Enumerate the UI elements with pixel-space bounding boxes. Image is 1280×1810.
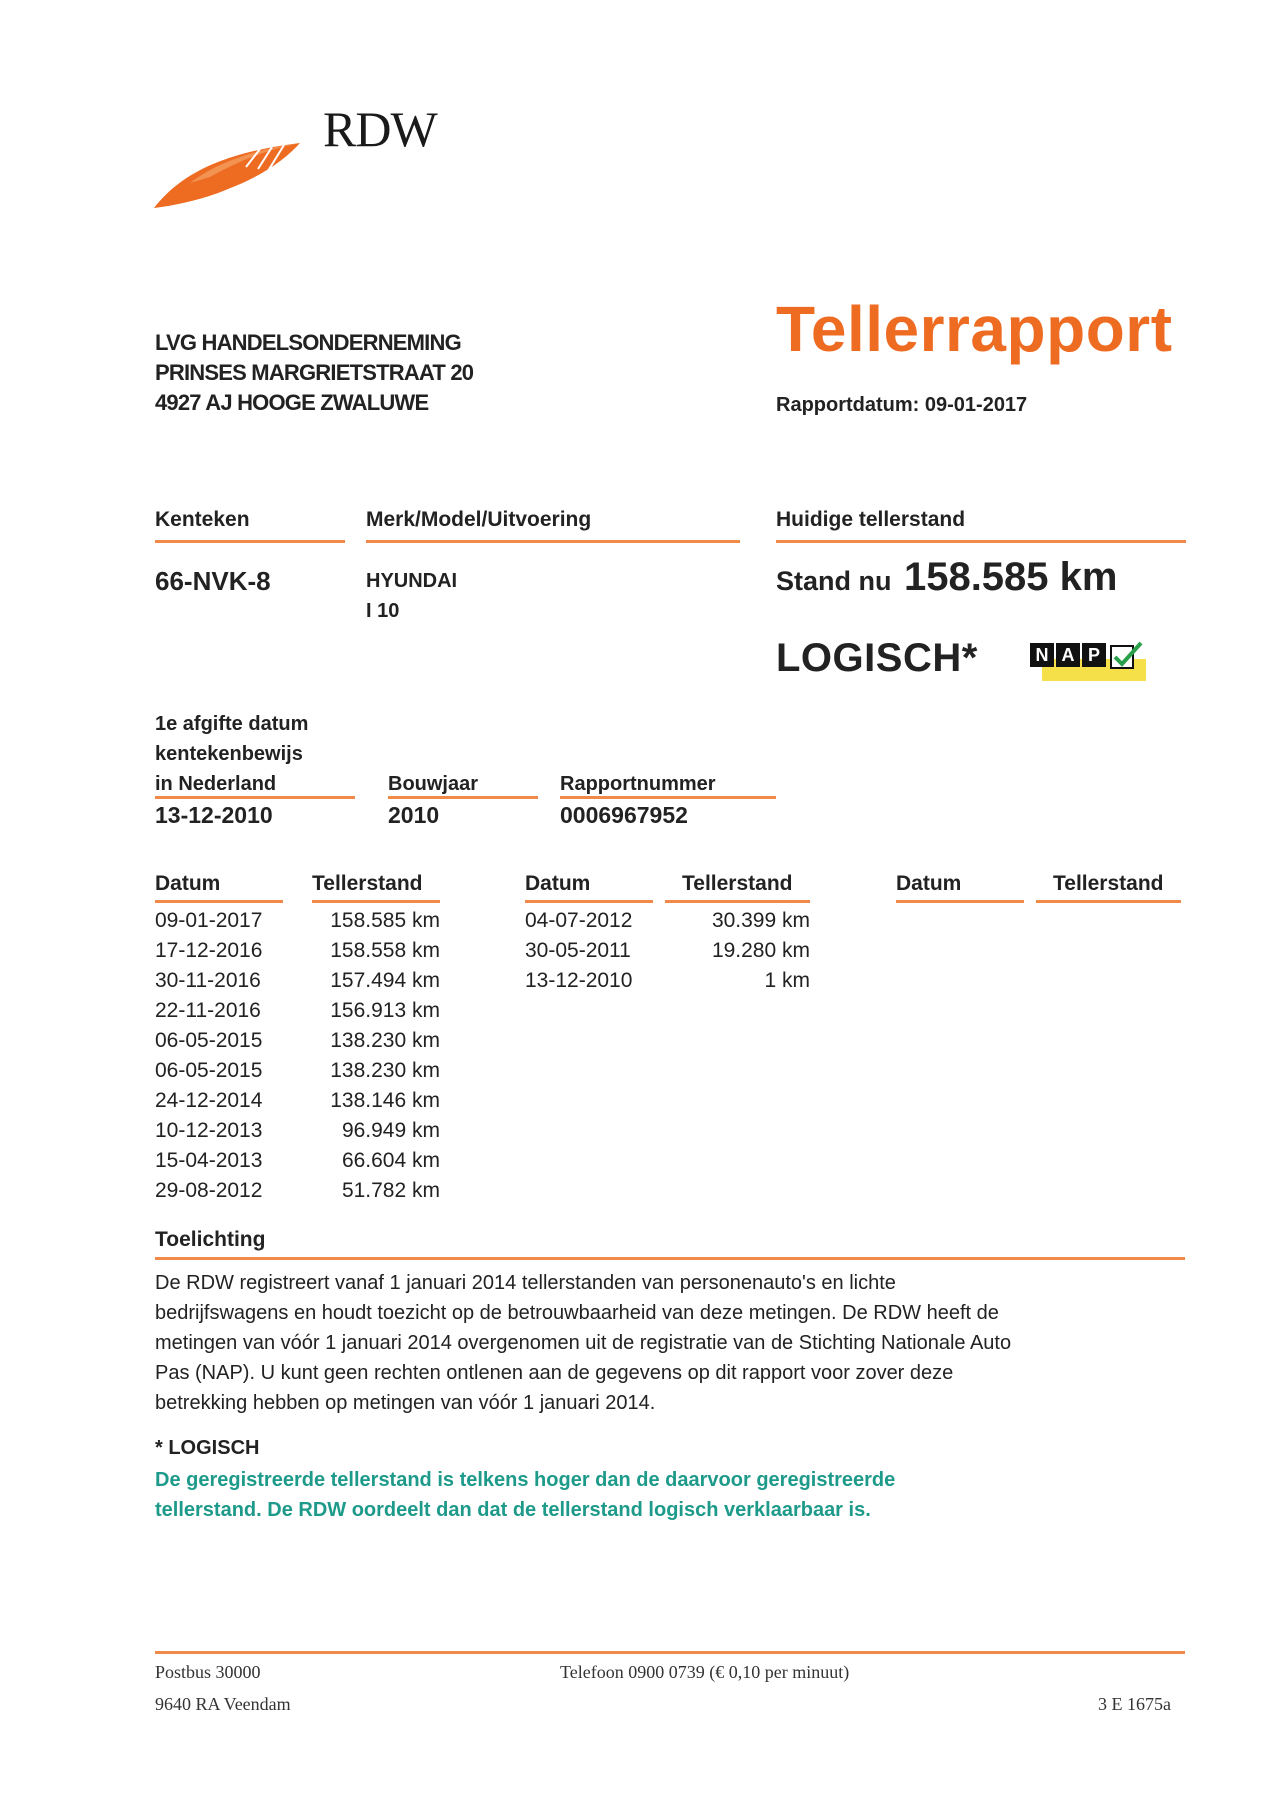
toelichting-line: betrekking hebben op metingen van vóór 1 januari 2014. bbox=[155, 1392, 656, 1414]
kenteken-label: Kenteken bbox=[155, 508, 250, 531]
verdict: LOGISCH* bbox=[776, 636, 978, 680]
bouwjaar-label: Bouwjaar bbox=[388, 773, 479, 795]
afgifte-label bbox=[155, 709, 308, 799]
rapportnummer-label: Rapportnummer bbox=[560, 773, 716, 795]
col-tellerstand-header: Tellerstand bbox=[312, 872, 423, 895]
logisch-heading: * LOGISCH bbox=[155, 1437, 260, 1459]
history-row: 06-05-2015 138.230 km bbox=[155, 1059, 440, 1082]
footer-postbus: Postbus 30000 bbox=[155, 1662, 261, 1682]
history-column-1 bbox=[155, 872, 440, 1206]
page-title: Tellerrapport bbox=[776, 293, 1173, 365]
toelichting-line: metingen van vóór 1 januari 2014 overgenomen uit de registratie van de Stichting Nationale Auto bbox=[155, 1332, 1012, 1354]
current-reading bbox=[776, 555, 1117, 600]
history-row: 17-12-2016 158.558 km bbox=[155, 939, 440, 962]
history-row: 30-11-2016 157.494 km bbox=[155, 969, 440, 992]
history-row: 10-12-2013 96.949 km bbox=[155, 1119, 440, 1142]
toelichting-text bbox=[155, 1268, 1195, 1418]
huidige-label: Huidige tellerstand bbox=[776, 508, 966, 531]
history-row: 06-05-2015 138.230 km bbox=[155, 1029, 440, 1052]
col-datum-header: Datum bbox=[525, 872, 591, 895]
logisch-line: De geregistreerde tellerstand is telkens hoger dan de daarvoor geregistreerde bbox=[155, 1469, 896, 1491]
footer-phone: Telefoon 0900 0739 (€ 0,10 per minuut) bbox=[560, 1662, 850, 1682]
feather-logo-icon bbox=[150, 105, 310, 215]
recipient-address bbox=[155, 328, 473, 418]
nap-letter-a: A bbox=[1056, 643, 1080, 667]
logisch-line: tellerstand. De RDW oordeelt dan dat de tellerstand logisch verklaarbaar is. bbox=[155, 1499, 871, 1521]
merk-rule bbox=[366, 540, 740, 543]
history-row: 24-12-2014 138.146 km bbox=[155, 1089, 440, 1112]
footer-rule bbox=[155, 1651, 1185, 1654]
rdw-logo bbox=[150, 100, 450, 215]
address-line-2: PRINSES MARGRIETSTRAAT 20 bbox=[155, 360, 474, 385]
report-date: Rapportdatum: 09-01-2017 bbox=[776, 394, 1028, 416]
afgifte-value: 13-12-2010 bbox=[155, 802, 273, 828]
kenteken-rule bbox=[155, 540, 345, 543]
nap-badge bbox=[1030, 643, 1146, 685]
history-row: 15-04-2013 66.604 km bbox=[155, 1149, 440, 1172]
toelichting-rule bbox=[155, 1257, 1185, 1260]
check-icon bbox=[1110, 641, 1144, 671]
address-line-1: LVG HANDELSONDERNEMING bbox=[155, 330, 461, 355]
toelichting-heading: Toelichting bbox=[155, 1228, 266, 1251]
col-datum-header: Datum bbox=[896, 872, 962, 895]
logisch-explanation bbox=[155, 1465, 1195, 1525]
col-datum-header: Datum bbox=[155, 872, 221, 895]
kenteken-value: 66-NVK-8 bbox=[155, 566, 271, 596]
nap-letter-n: N bbox=[1030, 643, 1054, 667]
history-row: 13-12-2010 1 km bbox=[525, 969, 810, 992]
history-row: 04-07-2012 30.399 km bbox=[525, 909, 810, 932]
afgifte-rule bbox=[155, 796, 355, 799]
bouwjaar-rule bbox=[388, 796, 538, 799]
model-value: I 10 bbox=[366, 600, 400, 622]
history-column-2 bbox=[525, 872, 810, 996]
nap-letter-p: P bbox=[1082, 643, 1106, 667]
col-tellerstand-header: Tellerstand bbox=[682, 872, 793, 895]
bouwjaar-value: 2010 bbox=[388, 802, 440, 828]
afgifte-label-2: kentekenbewijs bbox=[155, 743, 303, 765]
footer-code: 3 E 1675a bbox=[1098, 1694, 1171, 1714]
footer-city: 9640 RA Veendam bbox=[155, 1694, 291, 1714]
history-row: 30-05-2011 19.280 km bbox=[525, 939, 810, 962]
history-row: 09-01-2017 158.585 km bbox=[155, 909, 440, 932]
logo-text: RDW bbox=[323, 101, 437, 157]
toelichting-line: bedrijfswagens en houdt toezicht op de betrouwbaarheid van deze metingen. De RDW heeft de bbox=[155, 1302, 999, 1324]
rapportnummer-value: 0006967952 bbox=[560, 802, 688, 828]
col-tellerstand-header: Tellerstand bbox=[1053, 872, 1164, 895]
merk-value: HYUNDAI bbox=[366, 570, 458, 592]
stand-prefix: Stand nu bbox=[776, 566, 892, 596]
afgifte-label-3: in Nederland bbox=[155, 773, 277, 795]
rapportnummer-rule bbox=[560, 796, 776, 799]
toelichting-line: De RDW registreert vanaf 1 januari 2014 tellerstanden van personenauto's en lichte bbox=[155, 1272, 896, 1294]
huidige-rule bbox=[776, 540, 1186, 543]
afgifte-label-1: 1e afgifte datum bbox=[155, 713, 309, 735]
stand-value: 158.585 km bbox=[903, 555, 1118, 599]
toelichting-line: Pas (NAP). U kunt geen rechten ontlenen aan de gegevens op dit rapport voor zover deze bbox=[155, 1362, 954, 1384]
history-column-3 bbox=[896, 872, 1181, 906]
merk-label: Merk/Model/Uitvoering bbox=[366, 508, 592, 531]
history-row: 29-08-2012 51.782 km bbox=[155, 1179, 440, 1202]
address-line-3: 4927 AJ HOOGE ZWALUWE bbox=[155, 390, 429, 415]
history-row: 22-11-2016 156.913 km bbox=[155, 999, 440, 1022]
